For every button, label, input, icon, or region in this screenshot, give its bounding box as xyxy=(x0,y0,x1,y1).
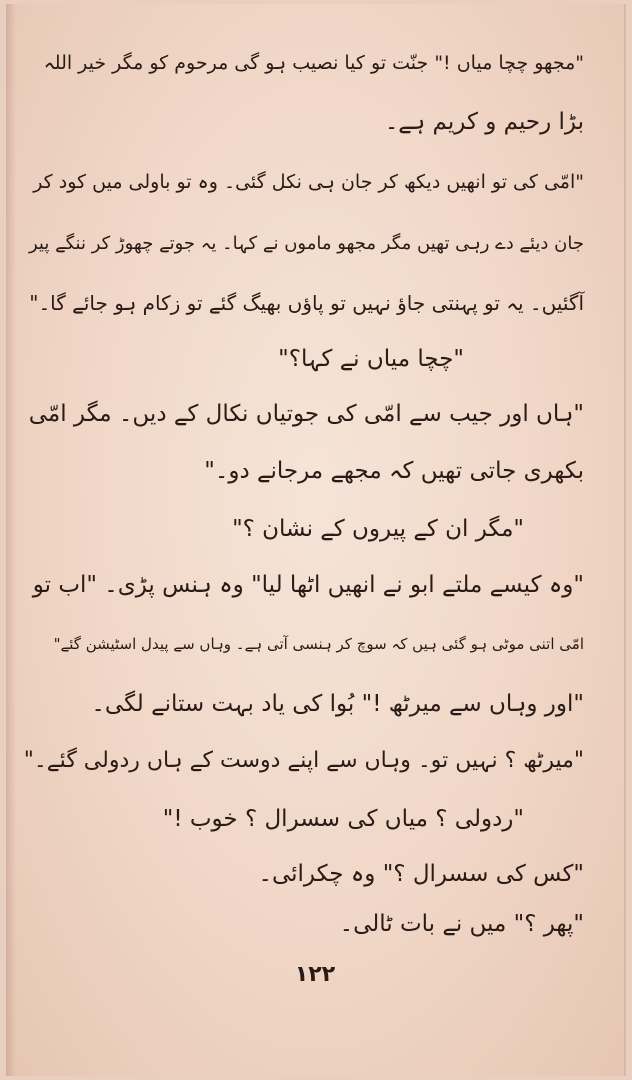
text-line-9: "مگر ان کے پیروں کے نشان ؟" xyxy=(232,516,524,542)
text-line-13: "میرٹھ ؟ نہیں تو۔ وہاں سے اپنے دوست کے ہاں ردولی گئے۔" xyxy=(23,748,584,773)
text-line-2: بڑا رحیم و کریم ہے۔ xyxy=(384,109,584,135)
page-number: ۱۲۲ xyxy=(294,962,336,987)
book-page xyxy=(6,4,626,1076)
page-text-block xyxy=(6,4,624,1076)
text-line-4: جان دیئے دے رہی تھیں مگر مجھو ماموں نے کہا۔ یہ جوتے چھوڑ کر ننگے پیر xyxy=(28,233,584,254)
text-line-14: "ردولی ؟ میاں کی سسرال ؟ خوب !" xyxy=(162,806,524,832)
text-line-10: "وہ کیسے ملتے ابو نے انھیں اٹھا لیا" وہ ہنس پڑی۔ "اب تو xyxy=(32,572,584,598)
text-line-12: "اور وہاں سے میرٹھ !" بُوا کی یاد بہت ستانے لگی۔ xyxy=(91,691,584,717)
text-line-1: "مجھو چچا میاں !" جنّت تو کیا نصیب ہو گی مرحوم کو مگر خیر اللہ xyxy=(43,52,584,74)
text-line-11: امّی اتنی موٹی ہو گئی ہیں کہ سوچ کر ہنسی آتی ہے۔ وہاں سے پیدل اسٹیشن گئے" xyxy=(53,635,584,653)
text-line-16: "پھر ؟" میں نے بات ٹالی۔ xyxy=(339,911,584,937)
text-line-6: "چچا میاں نے کہا؟" xyxy=(278,346,464,372)
text-line-5: آگئیں۔ یہ تو پہنتی جاؤ نہیں تو پاؤں بھیگ گئے تو زکام ہو جائے گا۔" xyxy=(29,291,584,315)
text-line-8: بکھری جاتی تھیں کہ مجھے مرجانے دو۔" xyxy=(204,458,584,484)
text-line-15: "کس کی سسرال ؟" وہ چکرائی۔ xyxy=(258,861,584,887)
text-line-3: "امّی کی تو انھیں دیکھ کر جان ہی نکل گئی۔ وہ تو باولی میں کود کر xyxy=(33,171,584,193)
text-line-7: "ہاں اور جیب سے امّی کی جوتیاں نکال کے دیں۔ مگر امّی xyxy=(28,401,584,427)
